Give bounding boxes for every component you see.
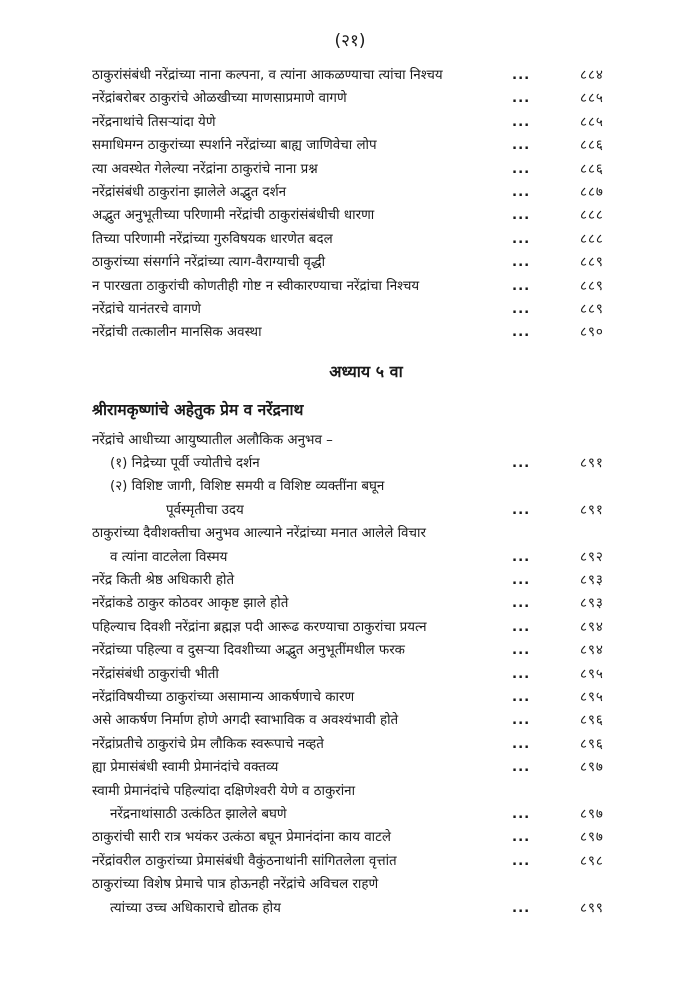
toc-entry-leader-dots: ... — [512, 760, 531, 776]
toc-entry-leader-dots: ... — [512, 736, 531, 752]
toc-entry-title: नरेंद्रांवरील ठाकुरांच्या प्रेमासंबंधी वैकुंठनाथांनी सांगितलेला वृत्तांत — [92, 853, 397, 869]
toc-entry-title: ठाकुरांच्या विशेष प्रेमाचे पात्र होऊनही नरेंद्रांचे अविचल राहणे — [92, 877, 379, 893]
toc-entry — [92, 204, 640, 227]
toc-entry-leader-dots: ... — [512, 456, 531, 472]
toc-entry-title: नरेंद्र किती श्रेष्ठ अधिकारी होते — [92, 573, 235, 589]
toc-entry-title: तिच्या परिणामी नरेंद्रांच्या गुरुविषयक धारणेत बदल — [92, 231, 333, 247]
toc-entry-title: नरेंद्रांच्या पहिल्या व दुसऱ्या दिवशीच्या अद्भुत अनुभूतींमधील फरक — [92, 643, 405, 659]
toc-entry-title: ठाकुरांच्या दैवीशक्तीचा अनुभव आल्याने नरेंद्रांच्या मनात आलेले विचार — [92, 526, 426, 542]
toc-entry-leader-dots: ... — [512, 689, 531, 705]
toc-entry-page-number: ८९४ — [580, 619, 604, 635]
toc-entry-title: नरेंद्रांकडे ठाकुर कोठवर आकृष्ट झाले होते — [92, 596, 289, 612]
toc-entry-page-number: ८९२ — [580, 549, 604, 565]
toc-entry-title: अद्भुत अनुभूतीच्या परिणामी नरेंद्रांची ठाकुरांसंबंधीची धारणा — [92, 208, 375, 224]
toc-entry-page-number: ८९७ — [580, 760, 604, 776]
toc-entry-page-number: ८९९ — [580, 900, 604, 916]
toc-entry — [92, 452, 640, 475]
toc-entry — [92, 873, 640, 896]
toc-entry-page-number: ८९७ — [580, 830, 604, 846]
toc-entry-title: ह्या प्रेमासंबंधी स्वामी प्रेमानंदांचे वक्तव्य — [92, 760, 279, 776]
toc-entry — [92, 850, 640, 873]
toc-entry — [92, 522, 640, 545]
toc-entry — [92, 686, 640, 709]
toc-entry-title: नरेंद्रनाथांचे तिसऱ्यांदा येणे — [92, 114, 216, 130]
toc-entry-page-number: ८९५ — [580, 666, 604, 682]
toc-entry-leader-dots: ... — [512, 255, 531, 271]
toc-entry — [92, 228, 640, 251]
toc-entry — [92, 429, 640, 452]
toc-entry-page-number: ८९४ — [580, 643, 604, 659]
toc-entry — [92, 87, 640, 110]
toc-entry-title: ठाकुरांची सारी रात्र भयंकर उत्कंठा बघून प्रेमानंदांना काय वाटले — [92, 830, 391, 846]
toc-entry — [92, 709, 640, 732]
toc-entry — [92, 298, 640, 321]
toc-entry-page-number: ८८७ — [580, 184, 604, 200]
toc-entry — [92, 546, 640, 569]
toc-entry-title: नरेंद्रांचे आधीच्या आयुष्यातील अलौकिक अनुभव – — [92, 432, 333, 448]
toc-entry-title: नरेंद्रांसंबंधी ठाकुरांना झालेले अद्भुत दर्शन — [92, 184, 287, 200]
toc-entry-page-number: ८९१ — [580, 456, 604, 472]
toc-entry — [92, 499, 640, 522]
toc-entry-leader-dots: ... — [512, 114, 531, 130]
toc-entry-page-number: ८८९ — [580, 255, 604, 271]
toc-entry-leader-dots: ... — [512, 900, 531, 916]
toc-entry-page-number: ८९६ — [580, 736, 604, 752]
toc-entry-title: ठाकुरांच्या संसर्गाने नरेंद्रांच्या त्याग-वैराग्याची वृद्धी — [92, 255, 326, 271]
toc-entry-title: असे आकर्षण निर्माण होणे अगदी स्वाभाविक व अवश्यंभावी होते — [92, 713, 399, 729]
toc-entry — [92, 475, 640, 498]
toc-entry-title: न पारखता ठाकुरांची कोणतीही गोष्ट न स्वीकारण्याचा नरेंद्रांचा निश्चय — [92, 278, 420, 294]
toc-entry-leader-dots: ... — [512, 713, 531, 729]
toc-entry — [92, 616, 640, 639]
toc-entry-page-number: ८९७ — [580, 806, 604, 822]
toc-entry-page-number: ८८६ — [580, 161, 604, 177]
toc-entry — [92, 780, 640, 803]
toc-entry-title: नरेंद्रांची तत्कालीन मानसिक अवस्था — [92, 325, 262, 341]
toc-entry-leader-dots: ... — [512, 278, 531, 294]
toc-entry-leader-dots: ... — [512, 301, 531, 317]
toc-entry-page-number: ८९३ — [580, 596, 604, 612]
toc-entry-title: नरेंद्रनाथांसाठी उत्कंठित झालेले बघणे — [110, 806, 287, 822]
section-heading: श्रीरामकृष्णांचे अहेतुक प्रेम व नरेंद्रनाथ — [92, 400, 304, 419]
toc-entry-title: ठाकुरांसंबंधी नरेंद्रांच्या नाना कल्पना, व त्यांना आकळण्याचा त्यांचा निश्चय — [92, 68, 443, 83]
toc-entry-title: नरेंद्रांविषयीच्या ठाकुरांच्या असामान्य आकर्षणाचे कारण — [92, 689, 355, 705]
toc-entry-page-number: ८९५ — [580, 689, 604, 705]
toc-entry-leader-dots: ... — [512, 184, 531, 200]
toc-entry-page-number: ८८९ — [580, 301, 604, 317]
toc-entry — [92, 275, 640, 298]
toc-entry-page-number: ८८४ — [580, 68, 604, 83]
toc-entry — [92, 897, 640, 920]
toc-entry-leader-dots: ... — [512, 231, 531, 247]
toc-entry-leader-dots: ... — [512, 208, 531, 224]
toc-entry-title: पूर्वस्मृतीचा उदय — [166, 502, 244, 518]
toc-entry-leader-dots: ... — [512, 325, 531, 341]
toc-entry — [92, 733, 640, 756]
toc-group-chapter-5 — [92, 429, 640, 920]
toc-entry-leader-dots: ... — [512, 502, 531, 518]
toc-entry-title: (१) निद्रेच्या पूर्वी ज्योतीचे दर्शन — [110, 456, 260, 472]
toc-entry-page-number: ८९३ — [580, 573, 604, 589]
toc-entry-leader-dots: ... — [512, 596, 531, 612]
toc-entry-title: समाधिमग्न ठाकुरांच्या स्पर्शाने नरेंद्रांच्या बाह्य जाणिवेचा लोप — [92, 138, 377, 154]
toc-group-previous-chapter — [92, 64, 640, 345]
toc-entry — [92, 321, 640, 344]
table-of-contents — [92, 64, 640, 920]
toc-entry-title: स्वामी प्रेमानंदांचे पहिल्यांदा दक्षिणेश्वरी येणे व ठाकुरांना — [92, 783, 356, 799]
toc-entry — [92, 803, 640, 826]
toc-entry-title: व त्यांना वाटलेला विस्मय — [110, 549, 228, 565]
toc-entry — [92, 158, 640, 181]
page-number: (२१) — [334, 31, 366, 51]
toc-entry-page-number: ८८५ — [580, 114, 604, 130]
toc-entry-leader-dots: ... — [512, 666, 531, 682]
toc-entry-leader-dots: ... — [512, 830, 531, 846]
toc-entry-title: नरेंद्रांप्रतीचे ठाकुरांचे प्रेम लौकिक स्वरूपाचे नव्हते — [92, 736, 324, 752]
toc-entry-leader-dots: ... — [512, 549, 531, 565]
toc-entry-page-number: ८९६ — [580, 713, 604, 729]
toc-entry-title: (२) विशिष्ट जागी, विशिष्ट समयी व विशिष्ट व्यक्तींना बघून — [110, 479, 385, 495]
toc-entry — [92, 592, 640, 615]
toc-entry-title: नरेंद्रांसंबंधी ठाकुरांची भीती — [92, 666, 219, 682]
toc-entry-leader-dots: ... — [512, 161, 531, 177]
toc-entry — [92, 663, 640, 686]
toc-entry-page-number: ८८६ — [580, 138, 604, 154]
toc-entry-page-number: ८८५ — [580, 91, 604, 107]
chapter-heading: अध्याय ५ वा — [329, 361, 403, 381]
toc-entry — [92, 826, 640, 849]
toc-entry — [92, 64, 640, 87]
toc-entry-page-number: ८८९ — [580, 278, 604, 294]
toc-entry — [92, 111, 640, 134]
toc-entry-leader-dots: ... — [512, 806, 531, 822]
toc-entry — [92, 639, 640, 662]
toc-entry-page-number: ८८८ — [580, 208, 604, 224]
toc-entry-leader-dots: ... — [512, 643, 531, 659]
toc-entry-title: त्या अवस्थेत गेलेल्या नरेंद्रांना ठाकुरांचे नाना प्रश्न — [92, 161, 318, 177]
toc-entry-page-number: ८८८ — [580, 231, 604, 247]
toc-entry-page-number: ८९१ — [580, 502, 604, 518]
toc-entry-page-number: ८९० — [580, 325, 604, 341]
toc-entry-leader-dots: ... — [512, 573, 531, 589]
toc-entry — [92, 756, 640, 779]
toc-entry-title: पहिल्याच दिवशी नरेंद्रांना ब्रह्मज्ञ पदी आरूढ करण्याचा ठाकुरांचा प्रयत्न — [92, 619, 427, 635]
toc-entry-title: नरेंद्रांचे यानंतरचे वागणे — [92, 301, 201, 317]
toc-entry-leader-dots: ... — [512, 68, 531, 83]
toc-entry — [92, 569, 640, 592]
toc-entry — [92, 134, 640, 157]
toc-entry — [92, 181, 640, 204]
toc-entry-title: नरेंद्रांबरोबर ठाकुरांचे ओळखीच्या माणसाप्रमाणे वागणे — [92, 91, 347, 107]
toc-entry-title: त्यांच्या उच्च अधिकाराचे द्योतक होय — [110, 900, 281, 916]
toc-entry-leader-dots: ... — [512, 619, 531, 635]
toc-entry-leader-dots: ... — [512, 138, 531, 154]
toc-entry-leader-dots: ... — [512, 853, 531, 869]
toc-entry-leader-dots: ... — [512, 91, 531, 107]
toc-entry — [92, 251, 640, 274]
toc-entry-page-number: ८९८ — [580, 853, 604, 869]
